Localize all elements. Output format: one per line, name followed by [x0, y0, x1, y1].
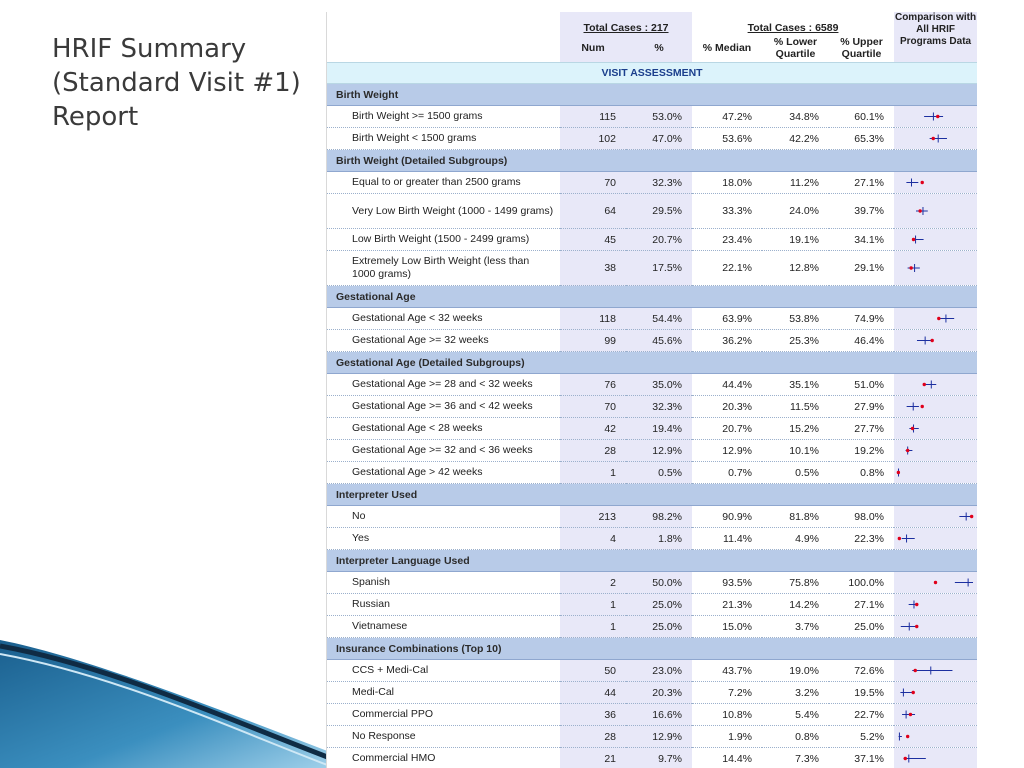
comparison-cell [894, 396, 977, 418]
comparison-header: Comparison with All HRIF Programs Data [894, 12, 977, 63]
row-label: Gestational Age >= 28 and < 32 weeks [327, 374, 560, 396]
upper-quartile-cell: 22.3% [829, 528, 894, 550]
lower-quartile-cell: 42.2% [762, 128, 829, 150]
median-cell: 0.7% [692, 462, 762, 484]
table-row [327, 251, 977, 286]
comparison-cell [894, 682, 977, 704]
comparison-cell [894, 506, 977, 528]
program-value-dot [915, 603, 918, 606]
row-label: Medi-Cal [327, 682, 560, 704]
table-row [327, 330, 977, 352]
table-row [327, 506, 977, 528]
row-label: CCS + Medi-Cal [327, 660, 560, 682]
median-header: % Median [692, 34, 762, 63]
program-value-dot [906, 449, 909, 452]
program-value-dot [897, 471, 900, 474]
program-value-dot [932, 137, 935, 140]
median-cell: 44.4% [692, 374, 762, 396]
comparison-marker [894, 330, 977, 351]
comparison-marker [894, 528, 977, 549]
median-cell: 33.3% [692, 194, 762, 229]
table-row [327, 528, 977, 550]
pct-cell: 9.7% [626, 748, 692, 768]
row-label: Gestational Age >= 32 weeks [327, 330, 560, 352]
program-value-dot [931, 339, 934, 342]
median-cell: 43.7% [692, 660, 762, 682]
upper-quartile-cell: 0.8% [829, 462, 894, 484]
table-row [327, 440, 977, 462]
lower-quartile-cell: 14.2% [762, 594, 829, 616]
median-cell: 36.2% [692, 330, 762, 352]
pct-cell: 29.5% [626, 194, 692, 229]
upper-quartile-cell: 37.1% [829, 748, 894, 768]
lower-quartile-cell: 4.9% [762, 528, 829, 550]
comparison-marker [894, 229, 977, 250]
comparison-marker [894, 660, 977, 681]
comparison-cell [894, 528, 977, 550]
row-label: Commercial HMO [327, 748, 560, 768]
comparison-cell [894, 330, 977, 352]
median-cell: 53.6% [692, 128, 762, 150]
comparison-cell [894, 440, 977, 462]
comparison-cell [894, 726, 977, 748]
comparison-marker [894, 594, 977, 615]
lower-quartile-cell: 12.8% [762, 251, 829, 286]
num-cell: 213 [560, 506, 626, 528]
total-cases-program-header: Total Cases : 217 [560, 12, 692, 34]
pct-cell: 25.0% [626, 616, 692, 638]
median-cell: 20.7% [692, 418, 762, 440]
group-header: Interpreter Language Used [327, 550, 977, 572]
num-cell: 42 [560, 418, 626, 440]
upper-quartile-cell: 22.7% [829, 704, 894, 726]
pct-cell: 35.0% [626, 374, 692, 396]
lower-quartile-cell: 10.1% [762, 440, 829, 462]
comparison-marker [894, 194, 977, 228]
upper-quartile-cell: 51.0% [829, 374, 894, 396]
comparison-marker [894, 106, 977, 127]
median-cell: 18.0% [692, 172, 762, 194]
pct-cell: 32.3% [626, 172, 692, 194]
median-cell: 10.8% [692, 704, 762, 726]
num-cell: 21 [560, 748, 626, 768]
pct-header: % [626, 34, 692, 63]
upper-quartile-cell: 65.3% [829, 128, 894, 150]
row-label: Very Low Birth Weight (1000 - 1499 grams) [327, 194, 560, 229]
comparison-cell [894, 462, 977, 484]
table-row [327, 682, 977, 704]
median-cell: 7.2% [692, 682, 762, 704]
comparison-cell [894, 616, 977, 638]
num-cell: 102 [560, 128, 626, 150]
comparison-marker [894, 308, 977, 329]
row-label: Gestational Age < 28 weeks [327, 418, 560, 440]
median-cell: 47.2% [692, 106, 762, 128]
num-cell: 2 [560, 572, 626, 594]
table-row [327, 194, 977, 229]
num-cell: 115 [560, 106, 626, 128]
lower-quartile-cell: 5.4% [762, 704, 829, 726]
num-cell: 70 [560, 396, 626, 418]
comparison-cell [894, 748, 977, 768]
row-label: Spanish [327, 572, 560, 594]
num-cell: 1 [560, 462, 626, 484]
comparison-cell [894, 572, 977, 594]
num-cell: 45 [560, 229, 626, 251]
program-value-dot [921, 405, 924, 408]
table-row [327, 704, 977, 726]
pct-cell: 98.2% [626, 506, 692, 528]
program-value-dot [915, 625, 918, 628]
num-cell: 50 [560, 660, 626, 682]
comparison-cell [894, 251, 977, 286]
comparison-marker [894, 616, 977, 637]
hrif-report-table [326, 12, 977, 768]
visit-assessment-banner: VISIT ASSESSMENT [327, 63, 977, 84]
median-cell: 14.4% [692, 748, 762, 768]
row-label: No [327, 506, 560, 528]
pct-cell: 20.7% [626, 229, 692, 251]
program-value-dot [898, 537, 901, 540]
num-cell: 28 [560, 440, 626, 462]
table-row [327, 660, 977, 682]
lower-quartile-cell: 34.8% [762, 106, 829, 128]
comparison-cell [894, 194, 977, 229]
upper-quartile-cell: 34.1% [829, 229, 894, 251]
comparison-cell [894, 128, 977, 150]
row-label: Russian [327, 594, 560, 616]
comparison-marker [894, 704, 977, 725]
slide-title-line-2: (Standard Visit #1) [52, 68, 301, 98]
comparison-cell [894, 229, 977, 251]
comparison-marker [894, 506, 977, 527]
num-cell: 36 [560, 704, 626, 726]
pct-cell: 45.6% [626, 330, 692, 352]
decorative-swoosh [0, 640, 330, 768]
table-row [327, 462, 977, 484]
comparison-marker [894, 251, 977, 285]
comparison-cell [894, 308, 977, 330]
upper-quartile-cell: 100.0% [829, 572, 894, 594]
total-cases-all-header: Total Cases : 6589 [692, 12, 894, 34]
row-label: Commercial PPO [327, 704, 560, 726]
upper-quartile-cell: 27.9% [829, 396, 894, 418]
table-row [327, 128, 977, 150]
upper-quartile-cell: 27.7% [829, 418, 894, 440]
table-row [327, 572, 977, 594]
pct-cell: 12.9% [626, 726, 692, 748]
lower-quartile-cell: 3.7% [762, 616, 829, 638]
row-label: Gestational Age >= 36 and < 42 weeks [327, 396, 560, 418]
pct-cell: 1.8% [626, 528, 692, 550]
lower-quartile-cell: 0.8% [762, 726, 829, 748]
lower-quartile-cell: 19.1% [762, 229, 829, 251]
comparison-cell [894, 106, 977, 128]
table-row [327, 374, 977, 396]
num-cell: 4 [560, 528, 626, 550]
comparison-marker [894, 172, 977, 193]
pct-cell: 16.6% [626, 704, 692, 726]
pct-cell: 54.4% [626, 308, 692, 330]
num-cell: 1 [560, 594, 626, 616]
median-cell: 15.0% [692, 616, 762, 638]
slide-title-line-1: HRIF Summary [52, 34, 247, 64]
table-row [327, 418, 977, 440]
median-cell: 20.3% [692, 396, 762, 418]
median-cell: 12.9% [692, 440, 762, 462]
pct-cell: 12.9% [626, 440, 692, 462]
row-label: Yes [327, 528, 560, 550]
row-label: Gestational Age < 32 weeks [327, 308, 560, 330]
program-value-dot [904, 757, 907, 760]
group-header: Interpreter Used [327, 484, 977, 506]
upper-quartile-cell: 72.6% [829, 660, 894, 682]
lower-quartile-cell: 15.2% [762, 418, 829, 440]
table-row [327, 229, 977, 251]
upper-quartile-cell: 27.1% [829, 172, 894, 194]
comparison-marker [894, 418, 977, 439]
program-value-dot [918, 209, 921, 212]
table-row [327, 172, 977, 194]
lower-quartile-cell: 11.2% [762, 172, 829, 194]
pct-cell: 47.0% [626, 128, 692, 150]
upper-quartile-header: % Upper Quartile [829, 34, 894, 63]
group-header: Birth Weight [327, 84, 977, 106]
row-label: Vietnamese [327, 616, 560, 638]
program-value-dot [912, 238, 915, 241]
comparison-cell [894, 374, 977, 396]
median-cell: 21.3% [692, 594, 762, 616]
pct-cell: 25.0% [626, 594, 692, 616]
table-row [327, 308, 977, 330]
upper-quartile-cell: 5.2% [829, 726, 894, 748]
num-cell: 38 [560, 251, 626, 286]
pct-cell: 17.5% [626, 251, 692, 286]
upper-quartile-cell: 60.1% [829, 106, 894, 128]
lower-quartile-cell: 0.5% [762, 462, 829, 484]
pct-cell: 32.3% [626, 396, 692, 418]
group-header: Birth Weight (Detailed Subgroups) [327, 150, 977, 172]
table-row [327, 396, 977, 418]
comparison-marker [894, 682, 977, 703]
comparison-marker [894, 748, 977, 768]
program-value-dot [911, 427, 914, 430]
comparison-marker [894, 374, 977, 395]
program-value-dot [906, 735, 909, 738]
upper-quartile-cell: 39.7% [829, 194, 894, 229]
pct-cell: 53.0% [626, 106, 692, 128]
upper-quartile-cell: 27.1% [829, 594, 894, 616]
lower-quartile-cell: 25.3% [762, 330, 829, 352]
lower-quartile-cell: 75.8% [762, 572, 829, 594]
lower-quartile-cell: 35.1% [762, 374, 829, 396]
table-row [327, 616, 977, 638]
pct-cell: 50.0% [626, 572, 692, 594]
group-header: Gestational Age (Detailed Subgroups) [327, 352, 977, 374]
lower-quartile-cell: 19.0% [762, 660, 829, 682]
median-cell: 90.9% [692, 506, 762, 528]
median-cell: 22.1% [692, 251, 762, 286]
comparison-marker [894, 572, 977, 593]
lower-quartile-cell: 7.3% [762, 748, 829, 768]
upper-quartile-cell: 46.4% [829, 330, 894, 352]
slide-title-line-3: Report [52, 102, 139, 132]
row-label: Gestational Age > 42 weeks [327, 462, 560, 484]
row-label: Equal to or greater than 2500 grams [327, 172, 560, 194]
row-label: No Response [327, 726, 560, 748]
table-row [327, 106, 977, 128]
upper-quartile-cell: 25.0% [829, 616, 894, 638]
pct-cell: 23.0% [626, 660, 692, 682]
num-cell: 28 [560, 726, 626, 748]
comparison-marker [894, 726, 977, 747]
comparison-marker [894, 440, 977, 461]
program-value-dot [909, 266, 912, 269]
program-value-dot [934, 581, 937, 584]
comparison-cell [894, 704, 977, 726]
median-cell: 93.5% [692, 572, 762, 594]
lower-quartile-cell: 81.8% [762, 506, 829, 528]
program-value-dot [921, 181, 924, 184]
num-cell: 44 [560, 682, 626, 704]
row-label: Extremely Low Birth Weight (less than 1000 grams) [327, 251, 560, 286]
table-row [327, 748, 977, 768]
lower-quartile-header: % Lower Quartile [762, 34, 829, 63]
program-value-dot [909, 713, 912, 716]
median-cell: 1.9% [692, 726, 762, 748]
pct-cell: 0.5% [626, 462, 692, 484]
program-value-dot [914, 669, 917, 672]
lower-quartile-cell: 24.0% [762, 194, 829, 229]
row-label: Low Birth Weight (1500 - 2499 grams) [327, 229, 560, 251]
comparison-cell [894, 660, 977, 682]
lower-quartile-cell: 11.5% [762, 396, 829, 418]
upper-quartile-cell: 29.1% [829, 251, 894, 286]
pct-cell: 20.3% [626, 682, 692, 704]
upper-quartile-cell: 98.0% [829, 506, 894, 528]
num-cell: 118 [560, 308, 626, 330]
group-header: Insurance Combinations (Top 10) [327, 638, 977, 660]
upper-quartile-cell: 74.9% [829, 308, 894, 330]
upper-quartile-cell: 19.2% [829, 440, 894, 462]
program-value-dot [936, 115, 939, 118]
comparison-cell [894, 594, 977, 616]
median-cell: 11.4% [692, 528, 762, 550]
comparison-cell [894, 418, 977, 440]
comparison-marker [894, 128, 977, 149]
num-cell: 70 [560, 172, 626, 194]
comparison-marker [894, 396, 977, 417]
comparison-marker [894, 462, 977, 483]
program-value-dot [923, 383, 926, 386]
row-label: Birth Weight >= 1500 grams [327, 106, 560, 128]
upper-quartile-cell: 19.5% [829, 682, 894, 704]
median-cell: 63.9% [692, 308, 762, 330]
group-header: Gestational Age [327, 286, 977, 308]
table-row [327, 594, 977, 616]
num-cell: 64 [560, 194, 626, 229]
program-value-dot [912, 691, 915, 694]
median-cell: 23.4% [692, 229, 762, 251]
lower-quartile-cell: 3.2% [762, 682, 829, 704]
comparison-cell [894, 172, 977, 194]
program-value-dot [937, 317, 940, 320]
row-label: Birth Weight < 1500 grams [327, 128, 560, 150]
row-label: Gestational Age >= 32 and < 36 weeks [327, 440, 560, 462]
lower-quartile-cell: 53.8% [762, 308, 829, 330]
program-value-dot [970, 515, 973, 518]
table-row [327, 726, 977, 748]
num-cell: 76 [560, 374, 626, 396]
num-header: Num [560, 34, 626, 63]
slide-title [52, 32, 322, 134]
num-cell: 1 [560, 616, 626, 638]
pct-cell: 19.4% [626, 418, 692, 440]
num-cell: 99 [560, 330, 626, 352]
